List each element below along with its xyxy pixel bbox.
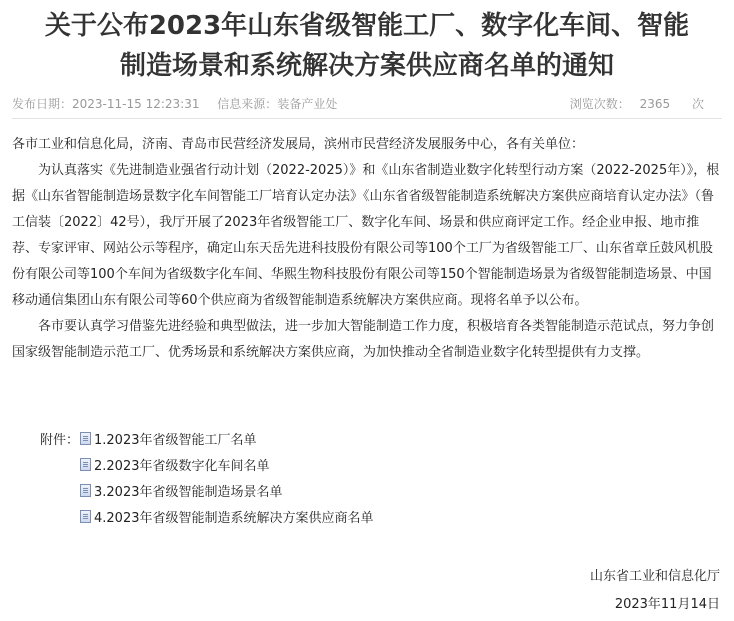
article-body [12,132,722,366]
file-icon [80,484,91,497]
attachment-item [40,506,374,532]
signature-date: 2023年11月14日 [614,597,720,612]
publish-date-label: 发布日期： [12,97,73,111]
info-source-label: 信息来源： [217,97,278,111]
attachment-link-3[interactable]: 3.2023年省级智能制造场景名单 [94,485,283,500]
attachment-link-1[interactable]: 1.2023年省级智能工厂名单 [94,433,257,448]
attachment-item [40,428,374,454]
file-icon [80,432,91,445]
file-icon [80,510,91,523]
view-count [570,90,704,118]
body-paragraph-2: 各市要认真学习借鉴先进经验和典型做法，进一步加大智能制造工作力度，积极培育各类智能制造示范试点，努力争创国家级智能制造示范工厂、优秀场景和系统解决方案供应商，为加快推动全省制造业数字化转型提供有力支撑。 [12,319,715,360]
body-paragraph-1: 为认真落实《先进制造业强省行动计划（2022-2025）》和《山东省制造业数字化转型行动方案（2022-2025年）》，根据《山东省智能制造场景数字化车间智能工厂培育认定办法》《山东省省级智能制造系统解决方案供应商培育认定办法》（鲁工信装〔2022〕42号），我厅开展了2023年省级智能工厂、数字化车间、场景和供应商评定工作。经企业申报、地市推荐、专家评审、网站公示等程序，确定山东天岳先进科技股份有限公司等100个工厂为省级智能工厂、山东省章丘鼓风机股份有限公司等100个车间为省级数字化车间、华熙生物科技股份有限公司等150个智能制造场景为省级智能制造场景、中国移动通信集团山东有限公司等60个供应商为省级智能制造系统解决方案供应商。现将名单予以公布。 [12,163,720,308]
article-meta-bar [12,90,722,119]
file-icon [80,458,91,471]
attachments-list [40,428,374,532]
attachments-label: 附件： [40,433,80,448]
view-count-label: 浏览次数： [569,97,630,111]
view-count-value: 2365 [639,97,671,111]
publish-date [12,97,199,111]
page-title [0,6,734,86]
signature-org: 山东省工业和信息化厅 [589,569,720,584]
signature-block [590,563,720,619]
info-source-value: 装备产业处 [277,97,338,111]
attachment-item [40,454,374,480]
salutation: 各市工业和信息化局，济南、青岛市民营经济发展局，滨州市民营经济发展服务中心，各有关单位： [12,137,585,152]
title-line-1: 关于公布2023年山东省级智能工厂、数字化车间、智能 [44,11,690,41]
view-count-unit: 次 [691,97,704,111]
info-source [217,97,337,111]
attachment-item [40,480,374,506]
attachment-link-2[interactable]: 2.2023年省级数字化车间名单 [94,459,270,474]
publish-date-value: 2023-11-15 12:23:31 [72,97,200,111]
attachment-link-4[interactable]: 4.2023年省级智能制造系统解决方案供应商名单 [94,511,374,526]
title-line-2: 制造场景和系统解决方案供应商名单的通知 [119,51,614,81]
